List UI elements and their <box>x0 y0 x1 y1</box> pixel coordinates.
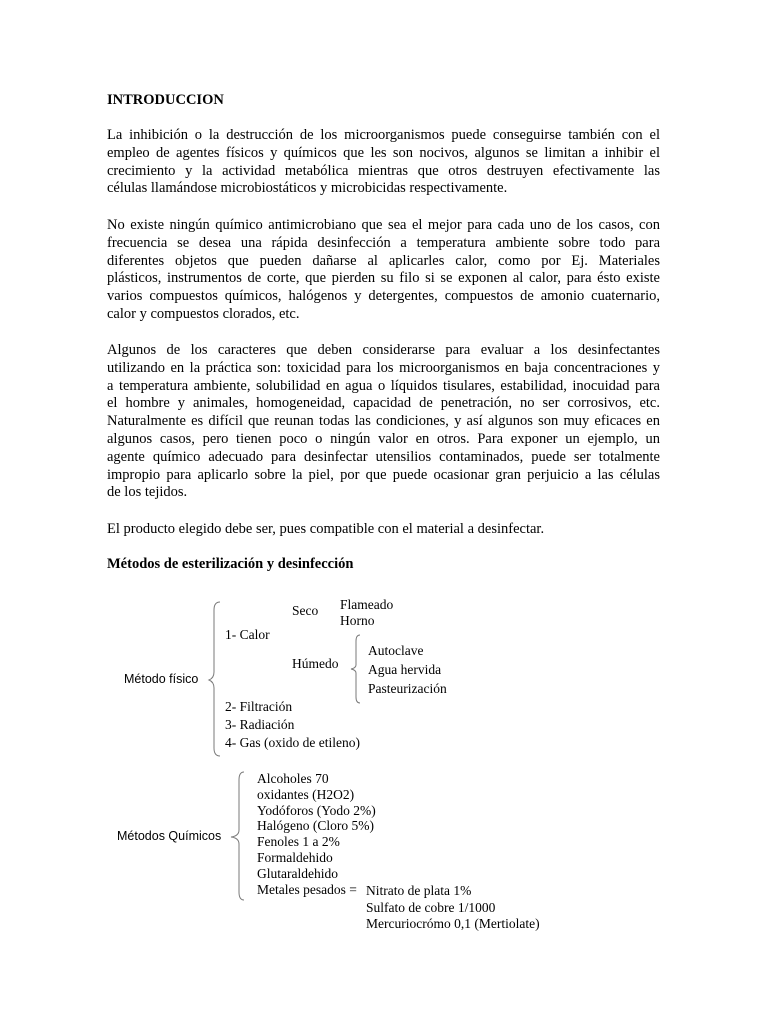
quimico-label: Métodos Químicos <box>117 829 222 843</box>
list-item: 2- Filtración <box>225 699 293 714</box>
text-line: diferentes objetos que pueden dañarse al aplicarles calor, como por Ej. Materiales <box>107 252 660 269</box>
text-line: Algunos de los caracteres que deben considerarse para evaluar a los desinfectantes <box>107 342 660 358</box>
page-title: INTRODUCCION <box>107 92 224 108</box>
text-line: frecuencia se desea una rápida desinfección a temperatura ambiente sobre todo para <box>107 234 660 251</box>
text-line: Naturalmente es difícil que reunan todas las condiciones, y así algunos son muy eficaces en <box>107 413 660 430</box>
text-line: a temperatura ambiente, solubilidad en agua o líquidos tisulares, estabilidad, inocuidad para <box>107 377 660 394</box>
list-item: Glutaraldehido <box>257 865 338 881</box>
metales-list <box>366 883 556 929</box>
seco-label: Seco <box>292 603 319 618</box>
list-item: Sulfato de cobre 1/1000 <box>366 899 496 915</box>
calor-label: 1- Calor <box>225 627 270 642</box>
text-line: varios compuestos químicos, halógenos y detergentes, compuestos de amonio cuaternario, <box>107 288 660 305</box>
paragraph-4 <box>107 521 660 539</box>
text-line: el hombre y animales, homogeneidad, capacidad de penetración, no ser corrosivos, etc. <box>107 395 660 412</box>
list-item: 3- Radiación <box>225 717 295 732</box>
text-line: plásticos, instrumentos de corte, que pierden su filo si se exponen al calor, para ésto existe <box>107 270 660 287</box>
text-line: utilizando en la práctica son: toxicidad para los microorganismos en baja concentraciones y <box>107 359 660 376</box>
list-item: Formaldehido <box>257 849 333 865</box>
list-item: Fenoles 1 a 2% <box>257 834 340 850</box>
text-line: La inhibición o la destrucción de los microorganismos puede conseguirse también con el <box>107 127 660 143</box>
list-item: Horno <box>340 612 375 628</box>
list-item: Yodóforos (Yodo 2%) <box>257 802 376 818</box>
list-item: Pasteurización <box>368 681 447 696</box>
text-line: crecimiento y la actividad metabólica mientras que otros destruyen efectivamente las <box>107 162 660 179</box>
fisico-other-list <box>225 698 362 750</box>
seco-list <box>340 597 394 628</box>
paragraph-2 <box>107 217 660 324</box>
text-line: impropio para aplicarlo sobre la piel, por que puede ocasionar gran perjuicio a las células <box>107 466 660 483</box>
humedo-list <box>368 641 447 699</box>
list-item: Metales pesados = <box>257 881 357 897</box>
paragraph-1 <box>107 127 660 198</box>
list-item: Autoclave <box>368 643 424 658</box>
list-item: Mercuriocrómo 0,1 (Mertiolate) <box>366 916 540 931</box>
list-item: oxidantes (H2O2) <box>257 786 355 802</box>
list-item: Flameado <box>340 597 394 612</box>
text-line: empleo de agentes físicos y químicos que les son nocivos, algunos se limitan a inhibir el <box>107 144 660 161</box>
humedo-brace <box>349 633 363 705</box>
humedo-label: Húmedo <box>292 656 339 671</box>
text-line: de los tejidos. <box>107 484 188 501</box>
text-line: calor y compuestos clorados, etc. <box>107 305 300 322</box>
quimico-brace <box>228 770 250 904</box>
section-title: Métodos de esterilización y desinfección <box>107 556 354 572</box>
text-line: El producto elegido debe ser, pues compatible con el material a desinfectar. <box>107 521 545 537</box>
quimico-list <box>257 771 376 897</box>
list-item: Alcoholes 70 <box>257 771 329 786</box>
text-line: No existe ningún químico antimicrobiano que sea el mejor para cada uno de los casos, con <box>107 217 660 233</box>
list-item: Halógeno (Cloro 5%) <box>257 818 374 834</box>
paragraph-3 <box>107 342 660 502</box>
text-line: células llamándose microbiostáticos y microbicidas respectivamente. <box>107 180 508 197</box>
list-item: Nitrato de plata 1% <box>366 883 472 898</box>
fisico-label: Método físico <box>124 672 199 686</box>
text-line: agente químico adecuado para desinfectar utensilios contaminados, puede ser totalmente <box>107 448 660 465</box>
list-item: Agua hervida <box>368 662 442 677</box>
text-line: algunos casos, pero tienen poco o ningún valor en otros. Para exponer un ejemplo, un <box>107 430 660 447</box>
list-item: 4- Gas (oxido de etileno) <box>225 735 360 750</box>
